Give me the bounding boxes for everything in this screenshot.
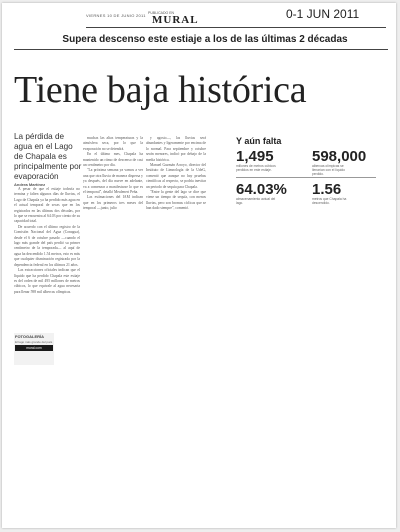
date-stamp: 0-1 JUN 2011: [286, 7, 360, 21]
article-column-3: [146, 136, 206, 276]
sidebar-rule: [236, 177, 376, 178]
kicker-rule: [14, 49, 388, 50]
article-column-2: [83, 136, 143, 526]
publication-name: MURAL: [152, 14, 199, 26]
stat-caption: almacenamiento actual del lago.: [236, 197, 276, 205]
published-in-label: PUBLICADO EN: [148, 11, 175, 15]
paragraph: En el último mes, Chapala ha mantenido un ritmo de descenso de casi un centímetro por día.: [83, 152, 143, 168]
stat-pools: [312, 149, 366, 176]
stat-value: 1,495: [236, 148, 274, 165]
photo-gallery-box: [14, 333, 54, 365]
website-badge: mural.com: [15, 345, 53, 351]
stat-caption: millones de metros cúbicos perdidos en este estiaje.: [236, 164, 276, 172]
paragraph: "La próxima semana ya vamos a ver una que otra lluvia de manera dispersa y ya después, del día nueve en adelante, va a comenzar a manifestarse lo que es el temporal", detalló Meulenert Peña.: [83, 168, 143, 195]
publication-header: [86, 7, 376, 26]
photo-gallery-title: FOTOGALERÍA: [15, 334, 45, 339]
photo-gallery-subtitle: El lago más grande del país: [15, 340, 53, 344]
paragraph: De acuerdo con el último registro de la Comisión Nacional del Agua (Conagua), desde el 6 de octubre pasado —cuando el lago más grande del país perdió su primer centímetro de la temporada— al aquí de agua ha descendido 1.54 metros, esto es más que cualquier disminución registrada por la dependencia federal en los últimos 21 años.: [14, 224, 80, 267]
stat-value: 598,000: [312, 148, 367, 165]
paragraph: A pesar de que el estiaje todavía no termina y falten algunos días de lluvias, el Lago de Chapala ya ha perdido más agua en el actual temporal de secas que en los registrados en las últimas dos décadas, por lo que se encuentra al 64.03 por ciento de su capacidad total.: [14, 187, 80, 224]
paragraph: Las extracciones oficiales indican que el líquido que ha perdido Chapala este estiaje es del orden de mil 495 millones de metros cúbicos, lo que equivale al agua necesaria para llenar 598 mil albercas olímpicas.: [14, 268, 80, 294]
stat-caption: metros que Chapala ha descendido.: [312, 197, 347, 205]
article-deck: La pérdida de agua en el Lago de Chapala es principalmente por evaporación: [14, 132, 82, 181]
paragraph: muchas las altas temperaturas y la atmósfera seca, por lo que la evaporación no se detendrá.: [83, 136, 143, 151]
article-byline: Andrea Martínez: [14, 182, 46, 187]
stat-descent: [312, 182, 352, 205]
stat-water-lost: [236, 149, 276, 172]
article-kicker: Supera descenso este estiaje a los de las últimas 2 décadas: [62, 34, 348, 45]
stat-caption: albercas olímpicas se llenarían con el líquido perdido.: [312, 164, 345, 176]
article-headline: Tiene baja histórica: [14, 69, 307, 111]
paragraph: "Entre la gente del lago se dice que viene un tiempo de sequía, con menos lluvias, pero son bromas cíclicas que se han dado siempre", comentó.: [146, 190, 206, 211]
sidebar-title: Y aún falta: [236, 136, 282, 146]
paragraph: y agosto—, las lluvias será abundantes y ligeramente por encima de lo normal. Para septiembre y octubre serán menores, indicó por debajo de la media histórica.: [146, 136, 206, 162]
stat-value: 64.03%: [236, 181, 287, 198]
newspaper-clipping: [2, 3, 396, 528]
publication-date-column: VIERNES 10 DE JUNIO 2011: [86, 13, 146, 18]
paragraph: Las estimaciones del IAM indican que en los primeros tres meses del temporal —junio, julio: [83, 195, 143, 211]
stat-value: 1.56: [312, 181, 342, 198]
header-rule: [86, 27, 386, 28]
stat-storage: [236, 182, 287, 205]
paragraph: Manuel Guzmán Arroyo, director del Instituto de Limnología de la UdeG, comentó que aunque no hay pruebas científicas al respecto, se podría inevitar un periodo de sequía para Chapala.: [146, 163, 206, 189]
